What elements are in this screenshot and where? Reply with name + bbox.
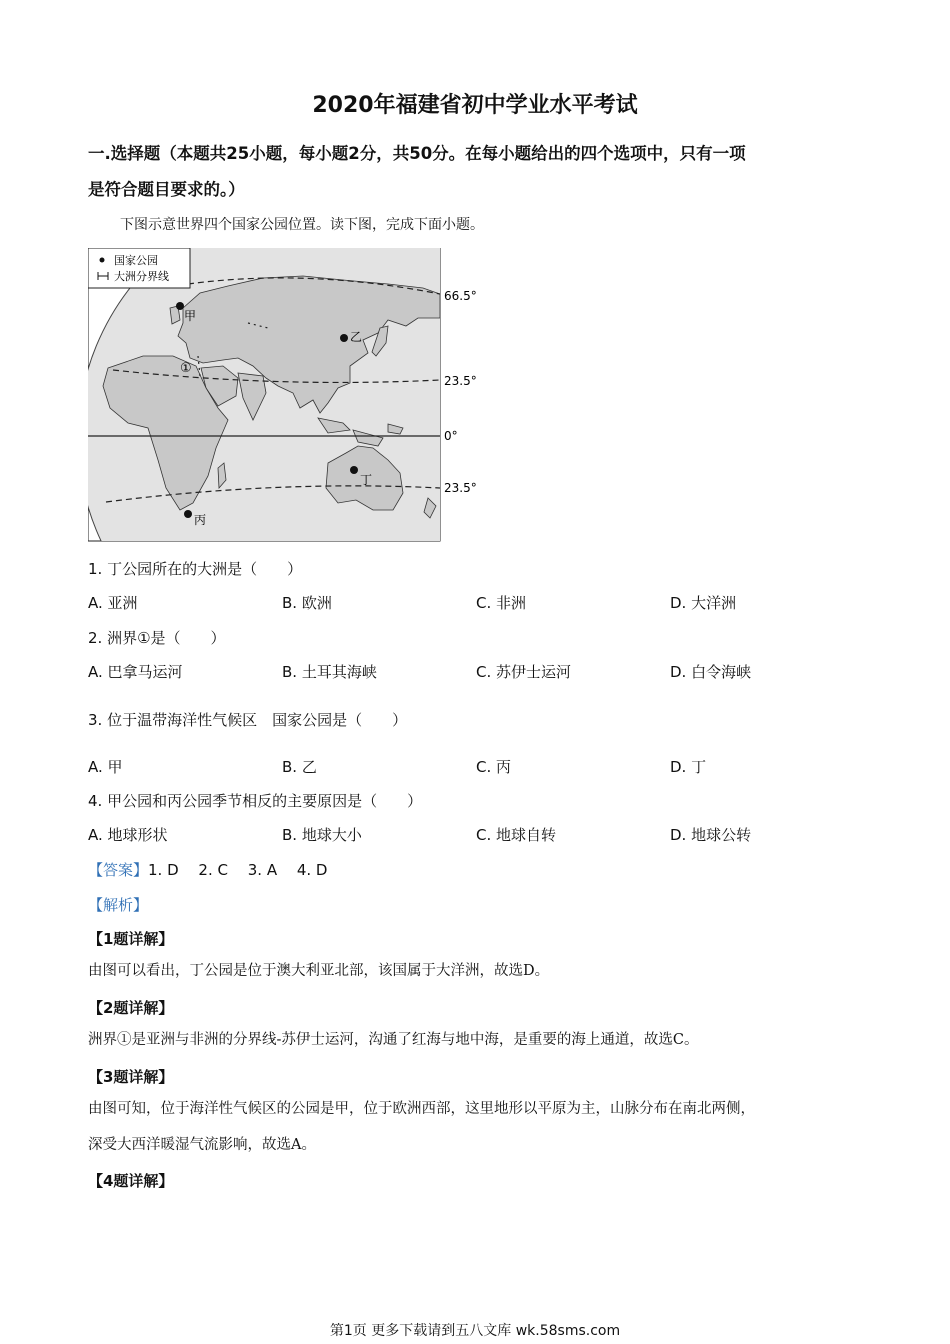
option-d[interactable]: D. 地球公转 [670, 826, 752, 844]
park-jia-dot [176, 302, 184, 310]
detail-3-text-line1: 由图可知，位于海洋性气候区的公园是甲，位于欧洲西部，这里地形以平原为主，山脉分布在南北两侧， [88, 1101, 755, 1117]
detail-3-heading: 【3题详解】 [88, 1068, 174, 1086]
park-ding-dot [350, 466, 358, 474]
answer-label: 【答案】 [88, 861, 149, 879]
option-d[interactable]: D. 白令海峡 [670, 663, 752, 681]
section-heading-line1: 一.选择题（本题共25小题，每小题2分，共50分。在每小题给出的四个选项中，只有一项 [88, 144, 746, 163]
lat-label-0: 0° [444, 429, 458, 443]
legend-boundary-label: 大洲分界线 [114, 270, 169, 283]
option-c[interactable]: C. 丙 [476, 758, 512, 776]
question-1-options [88, 592, 868, 614]
detail-3-text-line2: 深受大西洋暖湿气流影响，故选A。 [88, 1137, 316, 1153]
detail-4-heading: 【4题详解】 [88, 1172, 174, 1190]
question-2-options [88, 661, 868, 683]
park-bing-label: 丙 [194, 513, 207, 527]
park-yi-dot [340, 334, 348, 342]
detail-2-heading: 【2题详解】 [88, 999, 174, 1017]
answer-line [88, 859, 327, 880]
answer-text: 1. D 2. C 3. A 4. D [148, 861, 328, 879]
question-2-stem: 2. 洲界①是（ ） [88, 629, 226, 647]
option-b[interactable]: B. 乙 [282, 758, 317, 776]
lat-label-23s: 23.5° [444, 481, 477, 495]
park-yi-label: 乙 [350, 330, 363, 344]
world-map-figure [88, 248, 488, 544]
legend-park-label: 国家公园 [114, 254, 158, 267]
park-jia-label: 甲 [184, 309, 197, 323]
lat-label-23n: 23.5° [444, 374, 477, 388]
option-a[interactable]: A. 亚洲 [88, 594, 138, 612]
option-c[interactable]: C. 地球自转 [476, 826, 557, 844]
park-bing-dot [184, 510, 192, 518]
option-b[interactable]: B. 土耳其海峡 [282, 663, 377, 681]
section-heading-line2: 是符合题目要求的。） [88, 180, 245, 199]
lat-label-66: 66.5° [444, 289, 477, 303]
option-b[interactable]: B. 地球大小 [282, 826, 362, 844]
question-4-stem: 4. 甲公园和丙公园季节相反的主要原因是（ ） [88, 792, 423, 810]
page-footer: 第1页 更多下载请到五八文库 wk.58sms.com [329, 1323, 621, 1339]
question-4-options [88, 824, 868, 846]
option-a[interactable]: A. 巴拿马运河 [88, 663, 183, 681]
intro-text: 下图示意世界四个国家公园位置。读下图，完成下面小题。 [120, 217, 484, 233]
analysis-label: 【解析】 [88, 896, 149, 914]
option-c[interactable]: C. 苏伊士运河 [476, 663, 572, 681]
option-a[interactable]: A. 地球形状 [88, 826, 168, 844]
option-a[interactable]: A. 甲 [88, 758, 123, 776]
boundary-marker-label: ① [180, 361, 192, 376]
option-d[interactable]: D. 丁 [670, 758, 707, 776]
detail-2-text: 洲界①是亚洲与非洲的分界线-苏伊士运河，沟通了红海与地中海，是重要的海上通道，故选C。 [88, 1032, 699, 1048]
option-d[interactable]: D. 大洋洲 [670, 594, 737, 612]
park-ding-label: 丁 [360, 473, 373, 487]
question-3-stem: 3. 位于温带海洋性气候区 国家公园是（ ） [88, 711, 408, 729]
page-title: 2020年福建省初中学业水平考试 [312, 93, 638, 118]
detail-1-text: 由图可以看出，丁公园是位于澳大利亚北部，该国属于大洋洲，故选D。 [88, 963, 550, 979]
legend-park-dot [100, 258, 105, 263]
question-1-stem: 1. 丁公园所在的大洲是（ ） [88, 560, 303, 578]
detail-1-heading: 【1题详解】 [88, 930, 174, 948]
option-c[interactable]: C. 非洲 [476, 594, 527, 612]
option-b[interactable]: B. 欧洲 [282, 594, 332, 612]
question-3-options [88, 756, 868, 778]
